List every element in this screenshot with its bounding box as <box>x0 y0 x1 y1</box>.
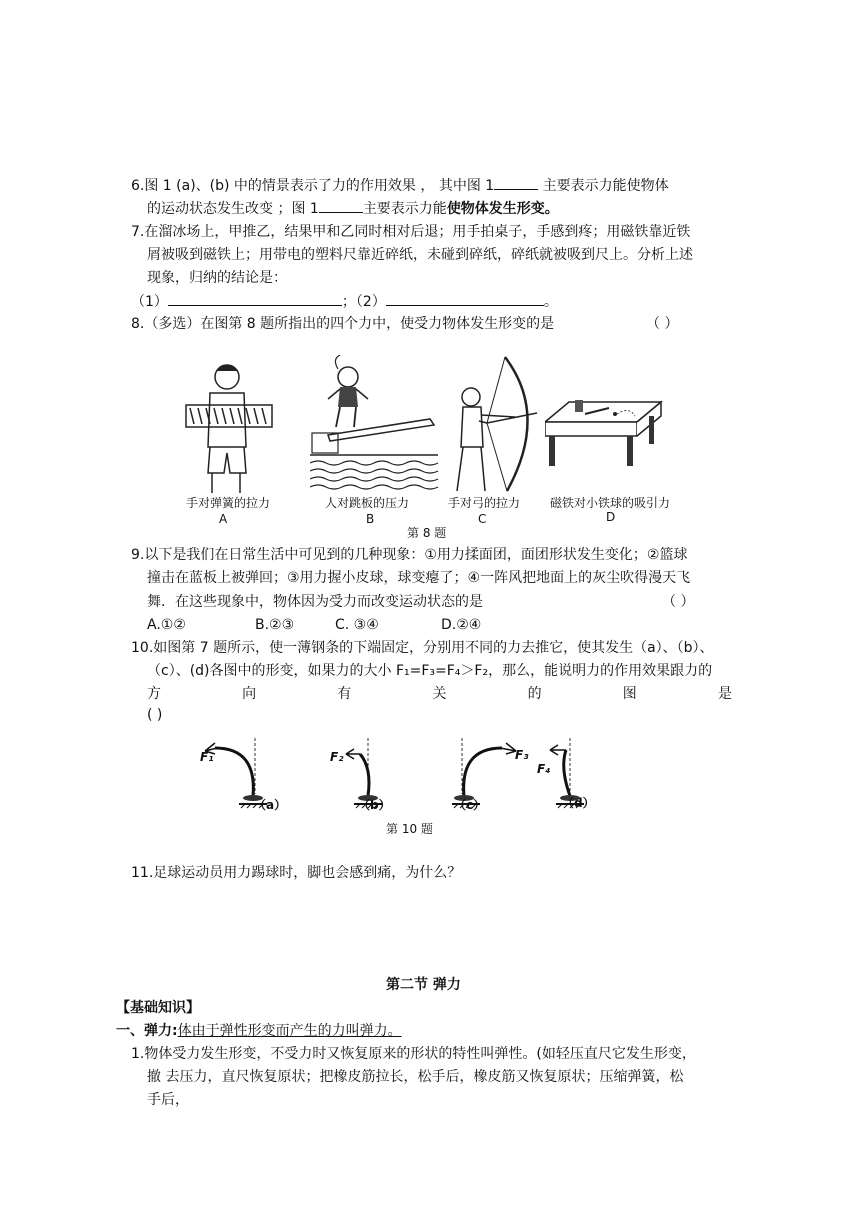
force-label-f1: F₁ <box>200 750 214 764</box>
section-p1-line1: 1.物体受力发生形变，不受力时又恢复原来的形状的特性叫弹性。(如轻压直尺它发生形变， <box>131 1046 696 1062</box>
figure-diving-board <box>310 355 440 495</box>
q6-text: 的运动状态发生改变 ；图 1 <box>147 201 319 217</box>
panel-label-a: （a） <box>254 798 287 812</box>
force-label-f4: F₄ <box>537 762 551 776</box>
figure-spring-man <box>180 355 280 495</box>
q9-option-d[interactable]: D.②④ <box>441 617 482 633</box>
q10-line1: 10.如图第 7 题所示，使一薄钢条的下端固定，分别用不同的力去推它，使其发生（a）、（b）、 <box>131 640 714 656</box>
q8-letter-d: D <box>606 510 616 524</box>
panel-label-c: （c） <box>454 798 486 812</box>
q7-end: 。 <box>543 294 558 310</box>
q6-blank-2[interactable] <box>319 198 363 213</box>
definition-line <box>116 1021 402 1041</box>
q9-option-c[interactable]: C. ③④ <box>335 617 379 633</box>
q7-answer-line <box>131 291 558 312</box>
q10-figure-label: 第 10 题 <box>386 822 433 836</box>
q6-line2 <box>147 198 559 219</box>
q6-bold-text: 使物体发生形变。 <box>446 201 559 217</box>
q8-figure-label: 第 8 题 <box>407 526 447 540</box>
basic-knowledge-heading: 【基础知识】 <box>116 1000 200 1016</box>
force-label-f3: F₃ <box>515 748 529 762</box>
q8-stem: 8.（多选）在图第 8 题所指出的四个力中，使受力物体发生形变的是 <box>131 316 555 332</box>
q6-blank-1[interactable] <box>494 175 538 190</box>
q9-line3: 舞．在这些现象中，物体因为受力而改变运动状态的是 <box>147 594 483 610</box>
q7-line1: 7.在溜冰场上，甲推乙，结果甲和乙同时相对后退；用手拍桌子，手感到疼；用磁铁靠近铁 <box>131 224 691 240</box>
q10-word: 图 <box>622 686 637 702</box>
q8-answer-paren[interactable]: （ ） <box>646 316 679 332</box>
q7-blank-2[interactable] <box>386 291 544 306</box>
section-p1-line2: 撤 去压力，直尺恢复原状；把橡皮筋拉长，松手后，橡皮筋又恢复原状；压缩弹簧，松 <box>147 1069 684 1085</box>
q8-letter-b: B <box>366 512 375 526</box>
q9-line2: 撞击在蓝板上被弹回；③用力握小皮球，球变瘪了；④一阵风把地面上的灰尘吹得漫天飞 <box>147 570 691 586</box>
q7-label-2: ；（2） <box>341 294 386 310</box>
q10-word: 向 <box>242 686 257 702</box>
panel-label-d: （d） <box>562 796 595 810</box>
q8-caption-b: 人对跳板的压力 <box>325 496 410 510</box>
q7-line3: 现象，归纳的结论是： <box>147 270 287 286</box>
figure-magnet-table <box>545 400 663 470</box>
q6-line1 <box>131 175 669 196</box>
q8-caption-a: 手对弹簧的拉力 <box>186 496 271 510</box>
q9-line1: 9.以下是我们在日常生活中可见到的几种现象：①用力揉面团，面团形状发生变化；②篮球 <box>131 547 688 563</box>
q10-line2: （c）、(d)各图中的形变，如果力的大小 F₁=F₃=F₄＞F₂，那么，能说明力的作用效果跟力的 <box>147 663 713 679</box>
section-p1-line3: 手后， <box>147 1092 189 1108</box>
force-label-f2: F₂ <box>330 750 344 764</box>
q9-options <box>147 615 481 635</box>
q8-caption-c: 手对弓的拉力 <box>448 496 521 510</box>
q7-line2: 屑被吸到磁铁上；用带电的塑料尺靠近碎纸，未碰到碎纸，碎纸就被吸到尺上。分析上述 <box>147 247 693 263</box>
q9-option-b[interactable]: B.②③ <box>255 617 295 633</box>
q7-blank-1[interactable] <box>168 291 342 306</box>
q10-word: 是 <box>717 686 732 702</box>
q11-text: 11.足球运动员用力踢球时，脚也会感到痛，为什么？ <box>131 865 462 881</box>
q9-option-a[interactable]: A.①② <box>147 617 186 633</box>
definition-text: 体由于弹性形变而产生的力叫弹力。 <box>177 1023 402 1039</box>
section-title: 第二节 弹力 <box>386 977 461 993</box>
q6-text: 主要表示力能使物体 <box>538 178 669 194</box>
q10-answer-paren[interactable]: ( ) <box>147 707 163 723</box>
q8-letter-c: C <box>478 512 487 526</box>
q8-letter-a: A <box>219 512 228 526</box>
q6-text: 主要表示力能 <box>362 201 447 217</box>
figure-archer <box>445 355 540 495</box>
q10-word: 的 <box>527 686 542 702</box>
q8-caption-d: 磁铁对小铁球的吸引力 <box>550 496 671 510</box>
q7-label-1: （1） <box>131 294 168 310</box>
panel-label-b: （b） <box>358 798 391 812</box>
q10-word: 有 <box>337 686 352 702</box>
q10-word: 关 <box>432 686 447 702</box>
q10-word: 方 <box>147 686 161 702</box>
definition-label: 一、弹力: <box>116 1023 178 1039</box>
q6-text: 6.图 1 (a)、(b) 中的情景表示了力的作用效果 ， 其中图 1 <box>131 178 495 194</box>
q9-answer-paren[interactable]: （ ） <box>662 594 695 610</box>
q10-line3 <box>147 684 732 704</box>
